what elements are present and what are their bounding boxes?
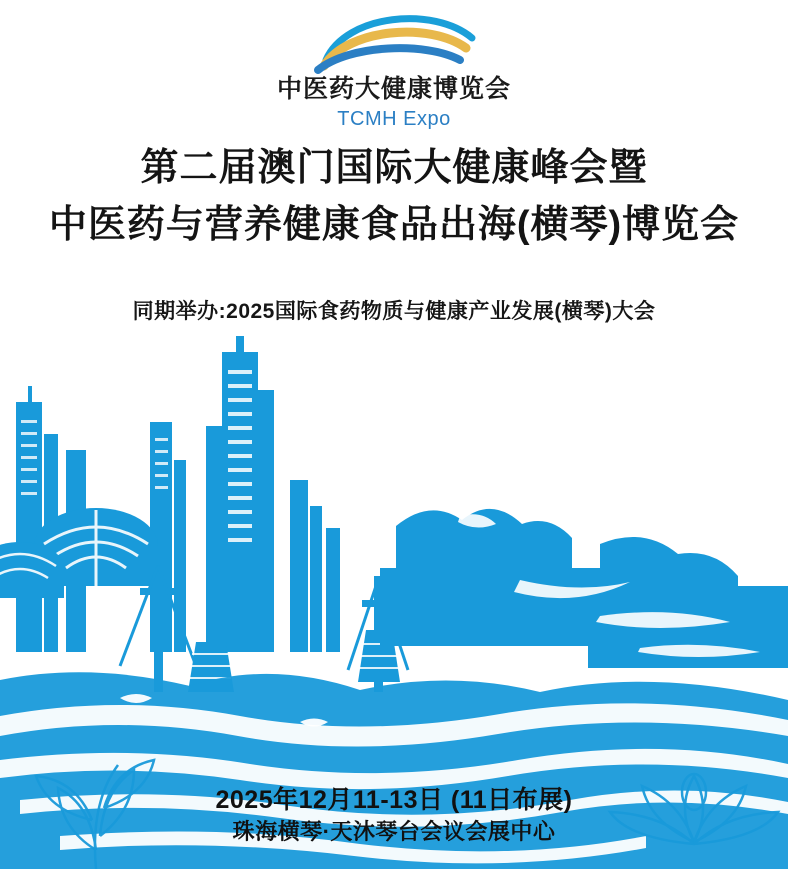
expo-logo — [0, 4, 788, 130]
page-title — [0, 140, 788, 254]
logo-chinese-name: 中医药大健康博览会 — [276, 75, 511, 103]
event-date: 2025年12月11-13日 (11日布展) — [215, 785, 573, 814]
page-subtitle: 同期举办:2025国际食药物质与健康产业发展(横琴)大会 — [132, 300, 656, 323]
title-line-1: 第二届澳门国际大健康峰会暨 — [140, 147, 648, 189]
swoosh-arc-logo-icon — [294, 4, 494, 74]
event-venue: 珠海横琴·天沐琴台会议会展中心 — [232, 819, 556, 845]
event-details — [0, 784, 788, 847]
title-line-2: 中医药与营养健康食品出海(横琴)博览会 — [48, 204, 740, 246]
logo-english-name: TCMH Expo — [337, 107, 451, 130]
